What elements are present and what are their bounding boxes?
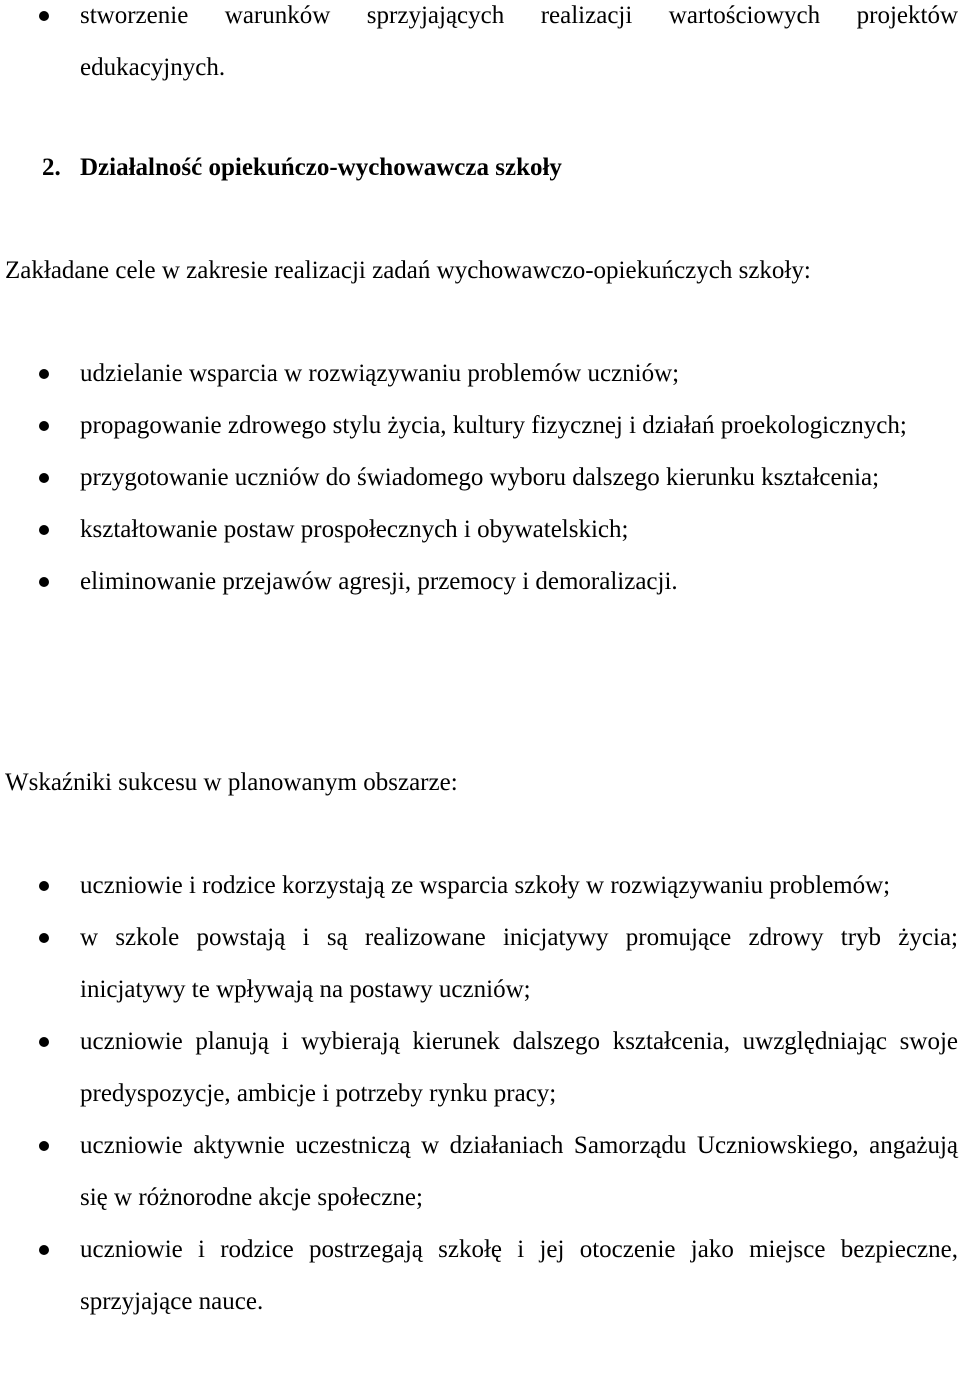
list-item — [0, 348, 960, 400]
goals-list-wrap — [0, 348, 960, 608]
section-heading — [0, 142, 960, 194]
indicators-intro: Wskaźniki sukcesu w planowanym obszarze: — [5, 769, 458, 796]
section-title: Działalność opiekuńczo-wychowawcza szkoły — [80, 154, 562, 181]
list-item — [0, 1120, 960, 1224]
goals-list — [0, 348, 960, 608]
indicators-intro-wrap — [0, 757, 960, 809]
list-item-text: stworzenie warunków sprzyjających realizacji wartościowych projektów edukacyjnych. — [80, 2, 958, 81]
list-item — [0, 912, 960, 1016]
list-item-text: uczniowie aktywnie uczestniczą w działaniach Samorządu Uczniowskiego, angażują się w różnorodne akcje społeczne; — [80, 1132, 958, 1211]
list-item-text: kształtowanie postaw prospołecznych i obywatelskich; — [80, 516, 629, 543]
list-item-text: eliminowanie przejawów agresji, przemocy i demoralizacji. — [80, 568, 678, 595]
bullet-icon — [39, 1037, 49, 1047]
list-item — [0, 504, 960, 556]
list-item — [0, 400, 960, 452]
indicators-list — [0, 860, 960, 1328]
section-number: 2. — [42, 154, 61, 181]
list-item-text: uczniowie i rodzice korzystają ze wsparcia szkoły w rozwiązywaniu problemów; — [80, 872, 891, 899]
bullet-icon — [39, 525, 49, 535]
bullet-icon — [39, 1245, 49, 1255]
goals-intro-wrap — [0, 245, 960, 297]
list-item-text: uczniowie planują i wybierają kierunek dalszego kształcenia, uwzględniając swoje predyspozycje, ambicje i potrzeby rynku pracy; — [80, 1028, 958, 1107]
bullet-icon — [39, 1141, 49, 1151]
list-item-text: uczniowie i rodzice postrzegają szkołę i jej otoczenie jako miejsce bezpieczne, sprzyjające nauce. — [80, 1236, 958, 1315]
bullet-icon — [39, 421, 49, 431]
list-item-text: udzielanie wsparcia w rozwiązywaniu problemów uczniów; — [80, 360, 680, 387]
bullet-icon — [39, 369, 49, 379]
bullet-icon — [39, 577, 49, 587]
bullet-icon — [39, 881, 49, 891]
bullet-icon — [39, 933, 49, 943]
list-item — [0, 452, 960, 504]
list-item-text: przygotowanie uczniów do świadomego wyboru dalszego kierunku kształcenia; — [80, 464, 880, 491]
list-item-text: propagowanie zdrowego stylu życia, kultury fizycznej i działań proekologicznych; — [80, 412, 907, 439]
list-item — [0, 0, 960, 94]
intro-bullet-list — [0, 0, 960, 94]
list-item-text: w szkole powstają i są realizowane inicjatywy promujące zdrowy tryb życia; inicjatywy te wpływają na postawy uczniów; — [80, 924, 958, 1003]
list-item — [0, 1224, 960, 1328]
indicators-list-wrap — [0, 860, 960, 1328]
list-item — [0, 556, 960, 608]
section-heading-wrap — [0, 142, 960, 194]
list-item — [0, 860, 960, 912]
intro-bullet-list-wrap — [0, 0, 960, 94]
bullet-icon — [39, 11, 49, 21]
goals-intro: Zakładane cele w zakresie realizacji zadań wychowawczo-opiekuńczych szkoły: — [5, 257, 811, 284]
bullet-icon — [39, 473, 49, 483]
list-item — [0, 1016, 960, 1120]
